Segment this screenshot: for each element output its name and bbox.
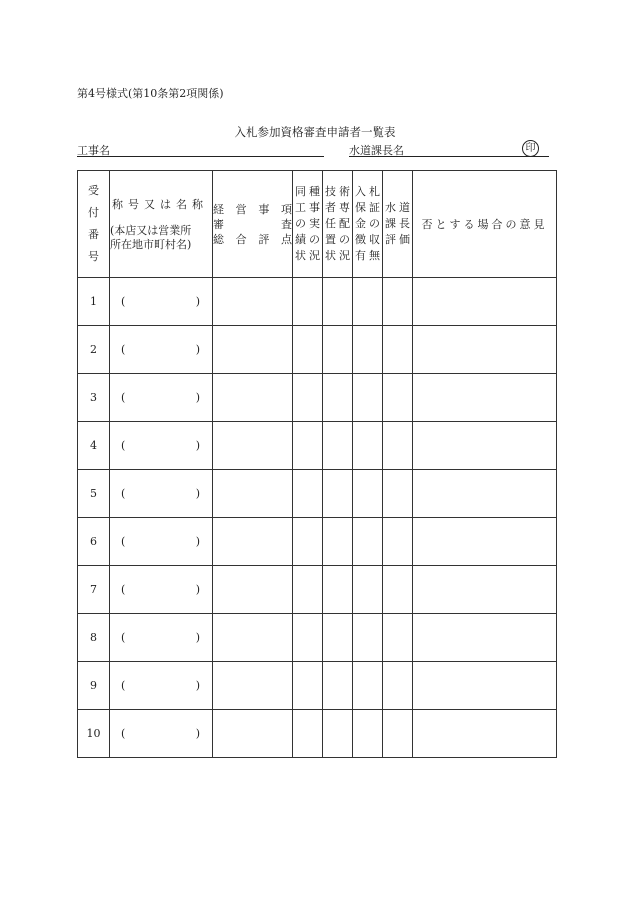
row-number: 6	[78, 518, 110, 566]
deposit-cell[interactable]	[353, 662, 383, 710]
paren-open: (	[121, 535, 126, 548]
engineer-cell[interactable]	[323, 470, 353, 518]
evaluation-cell[interactable]	[213, 662, 293, 710]
opinion-cell[interactable]	[413, 518, 557, 566]
same-work-cell[interactable]	[293, 470, 323, 518]
header-char: 状	[295, 249, 306, 262]
header-char: 徴	[355, 233, 366, 246]
paren-open: (	[121, 439, 126, 452]
header-char: 水	[385, 201, 396, 214]
paren-close: )	[195, 391, 200, 404]
name-cell[interactable]	[110, 422, 213, 470]
engineer-cell[interactable]	[323, 518, 353, 566]
paren-open: (	[121, 679, 126, 692]
table-row	[78, 614, 557, 662]
table-row	[78, 662, 557, 710]
header-name	[110, 171, 213, 278]
chief-eval-cell[interactable]	[383, 662, 413, 710]
header-char: 況	[309, 249, 320, 262]
header-char: 種	[309, 185, 320, 198]
evaluation-cell[interactable]	[213, 374, 293, 422]
applicant-table	[77, 170, 557, 758]
deposit-cell[interactable]	[353, 566, 383, 614]
header-char: の	[295, 217, 306, 230]
header-char: 実	[309, 217, 320, 230]
paren-close: )	[195, 679, 200, 692]
table-row	[78, 326, 557, 374]
evaluation-cell[interactable]	[213, 278, 293, 326]
engineer-cell[interactable]	[323, 278, 353, 326]
header-receipt-no	[78, 171, 110, 278]
header-char: 無	[369, 249, 380, 262]
same-work-cell[interactable]	[293, 566, 323, 614]
header-same-work	[293, 171, 323, 278]
header-name-sub2: 所在地市町村名)	[110, 238, 192, 251]
header-char: 績	[295, 233, 306, 246]
evaluation-cell[interactable]	[213, 614, 293, 662]
paren-close: )	[195, 583, 200, 596]
header-char: 項	[280, 202, 292, 216]
name-cell[interactable]	[110, 710, 213, 758]
paren-open: (	[121, 583, 126, 596]
same-work-cell[interactable]	[293, 374, 323, 422]
header-char: 専	[339, 201, 350, 214]
deposit-cell[interactable]	[353, 278, 383, 326]
header-char: 長	[399, 217, 410, 230]
paren-open: (	[121, 295, 126, 308]
name-cell[interactable]	[110, 278, 213, 326]
paren-close: )	[195, 631, 200, 644]
deposit-cell[interactable]	[353, 518, 383, 566]
paren-open: (	[121, 343, 126, 356]
deposit-cell[interactable]	[353, 710, 383, 758]
header-char: 受	[88, 184, 99, 197]
chief-eval-cell[interactable]	[383, 710, 413, 758]
header-char: 金	[355, 217, 366, 230]
engineer-cell[interactable]	[323, 566, 353, 614]
name-cell[interactable]	[110, 470, 213, 518]
header-opinion	[413, 171, 557, 278]
engineer-cell[interactable]	[323, 710, 353, 758]
row-number: 9	[78, 662, 110, 710]
project-name-field	[77, 142, 324, 157]
header-engineer	[323, 171, 353, 278]
chief-eval-cell[interactable]	[383, 614, 413, 662]
header-char: 置	[325, 233, 336, 246]
engineer-cell[interactable]	[323, 614, 353, 662]
opinion-cell[interactable]	[413, 470, 557, 518]
header-char: 保	[355, 201, 366, 214]
chief-eval-cell[interactable]	[383, 470, 413, 518]
paren-close: )	[195, 439, 200, 452]
same-work-cell[interactable]	[293, 278, 323, 326]
same-work-cell[interactable]	[293, 662, 323, 710]
evaluation-cell[interactable]	[213, 422, 293, 470]
opinion-cell[interactable]	[413, 374, 557, 422]
opinion-cell[interactable]	[413, 326, 557, 374]
evaluation-cell[interactable]	[213, 566, 293, 614]
same-work-cell[interactable]	[293, 326, 323, 374]
header-char: 工	[295, 201, 306, 214]
evaluation-cell[interactable]	[213, 518, 293, 566]
header-char: 付	[88, 206, 99, 219]
row-number: 7	[78, 566, 110, 614]
header-char: 状	[325, 249, 336, 262]
name-cell[interactable]	[110, 566, 213, 614]
header-char: 同	[295, 185, 306, 198]
water-chief-label: 水道課長名	[349, 144, 404, 157]
same-work-cell[interactable]	[293, 518, 323, 566]
header-char: 番	[88, 228, 99, 241]
table-row	[78, 710, 557, 758]
header-char: 証	[369, 201, 380, 214]
header-name-sub1: (本店又は営業所	[110, 224, 192, 237]
header-char: 評	[258, 232, 270, 246]
header-char: 況	[339, 249, 350, 262]
form-number: 第4号様式(第10条第2項関係)	[77, 87, 224, 100]
header-char: 事	[258, 202, 270, 216]
header-char: 札	[369, 185, 380, 198]
chief-eval-cell[interactable]	[383, 518, 413, 566]
evaluation-cell[interactable]	[213, 326, 293, 374]
header-deposit	[353, 171, 383, 278]
row-number: 8	[78, 614, 110, 662]
header-char: 事	[309, 201, 320, 214]
deposit-cell[interactable]	[353, 422, 383, 470]
chief-eval-cell[interactable]	[383, 278, 413, 326]
header-char: 術	[339, 185, 350, 198]
opinion-cell[interactable]	[413, 662, 557, 710]
name-cell[interactable]	[110, 518, 213, 566]
name-cell[interactable]	[110, 326, 213, 374]
engineer-cell[interactable]	[323, 326, 353, 374]
header-char: 審	[213, 217, 224, 231]
header-char: 道	[399, 201, 410, 214]
header-char: 営	[235, 202, 247, 216]
same-work-cell[interactable]	[293, 614, 323, 662]
chief-eval-cell[interactable]	[383, 566, 413, 614]
opinion-cell[interactable]	[413, 422, 557, 470]
opinion-cell[interactable]	[413, 614, 557, 662]
header-char: 任	[325, 217, 336, 230]
engineer-cell[interactable]	[323, 374, 353, 422]
chief-eval-cell[interactable]	[383, 326, 413, 374]
chief-eval-cell[interactable]	[383, 374, 413, 422]
header-char: 経	[213, 202, 224, 216]
header-opinion-label: 否とする場合の意見	[421, 218, 548, 231]
evaluation-cell[interactable]	[213, 470, 293, 518]
paren-close: )	[195, 535, 200, 548]
row-number: 3	[78, 374, 110, 422]
same-work-cell[interactable]	[293, 422, 323, 470]
name-cell[interactable]	[110, 614, 213, 662]
row-number: 10	[78, 710, 110, 758]
opinion-cell[interactable]	[413, 566, 557, 614]
evaluation-cell[interactable]	[213, 710, 293, 758]
header-chief-eval	[383, 171, 413, 278]
engineer-cell[interactable]	[323, 662, 353, 710]
header-char: の	[309, 233, 320, 246]
header-char: 号	[88, 250, 99, 263]
name-cell[interactable]	[110, 374, 213, 422]
engineer-cell[interactable]	[323, 422, 353, 470]
header-char: 配	[339, 217, 350, 230]
deposit-cell[interactable]	[353, 374, 383, 422]
table-row	[78, 422, 557, 470]
water-chief-field	[349, 142, 549, 157]
deposit-cell[interactable]	[353, 470, 383, 518]
chief-eval-cell[interactable]	[383, 422, 413, 470]
opinion-cell[interactable]	[413, 710, 557, 758]
header-char: 技	[325, 185, 336, 198]
table-row	[78, 374, 557, 422]
header-char: 者	[325, 201, 336, 214]
table-row	[78, 518, 557, 566]
paren-close: )	[195, 727, 200, 740]
paren-open: (	[121, 727, 126, 740]
paren-close: )	[195, 295, 200, 308]
header-char: の	[339, 233, 350, 246]
paren-close: )	[195, 343, 200, 356]
opinion-cell[interactable]	[413, 278, 557, 326]
row-number: 4	[78, 422, 110, 470]
project-name-label: 工事名	[77, 144, 110, 157]
row-number: 2	[78, 326, 110, 374]
document-title: 入札参加資格審査申請者一覧表	[234, 125, 396, 139]
paren-open: (	[121, 487, 126, 500]
table-row	[78, 566, 557, 614]
header-char: 課	[385, 217, 396, 230]
name-cell[interactable]	[110, 662, 213, 710]
table-header-row	[78, 171, 557, 278]
table-row	[78, 278, 557, 326]
header-char: 合	[235, 232, 247, 246]
paren-open: (	[121, 631, 126, 644]
table-row	[78, 470, 557, 518]
header-char: 入	[355, 185, 366, 198]
deposit-cell[interactable]	[353, 614, 383, 662]
header-char: 総	[213, 232, 224, 246]
header-char: 有	[355, 249, 366, 262]
header-char: 査	[281, 217, 292, 231]
header-char: 収	[369, 233, 380, 246]
header-char: 評	[385, 233, 396, 246]
row-number: 1	[78, 278, 110, 326]
row-number: 5	[78, 470, 110, 518]
seal-mark: 印	[522, 140, 539, 157]
header-char: 点	[280, 232, 292, 246]
deposit-cell[interactable]	[353, 326, 383, 374]
paren-close: )	[195, 487, 200, 500]
header-char: 価	[399, 233, 410, 246]
header-name-top: 称号又は名称	[112, 198, 208, 211]
same-work-cell[interactable]	[293, 710, 323, 758]
paren-open: (	[121, 391, 126, 404]
header-char: の	[369, 217, 380, 230]
header-evaluation	[213, 171, 293, 278]
